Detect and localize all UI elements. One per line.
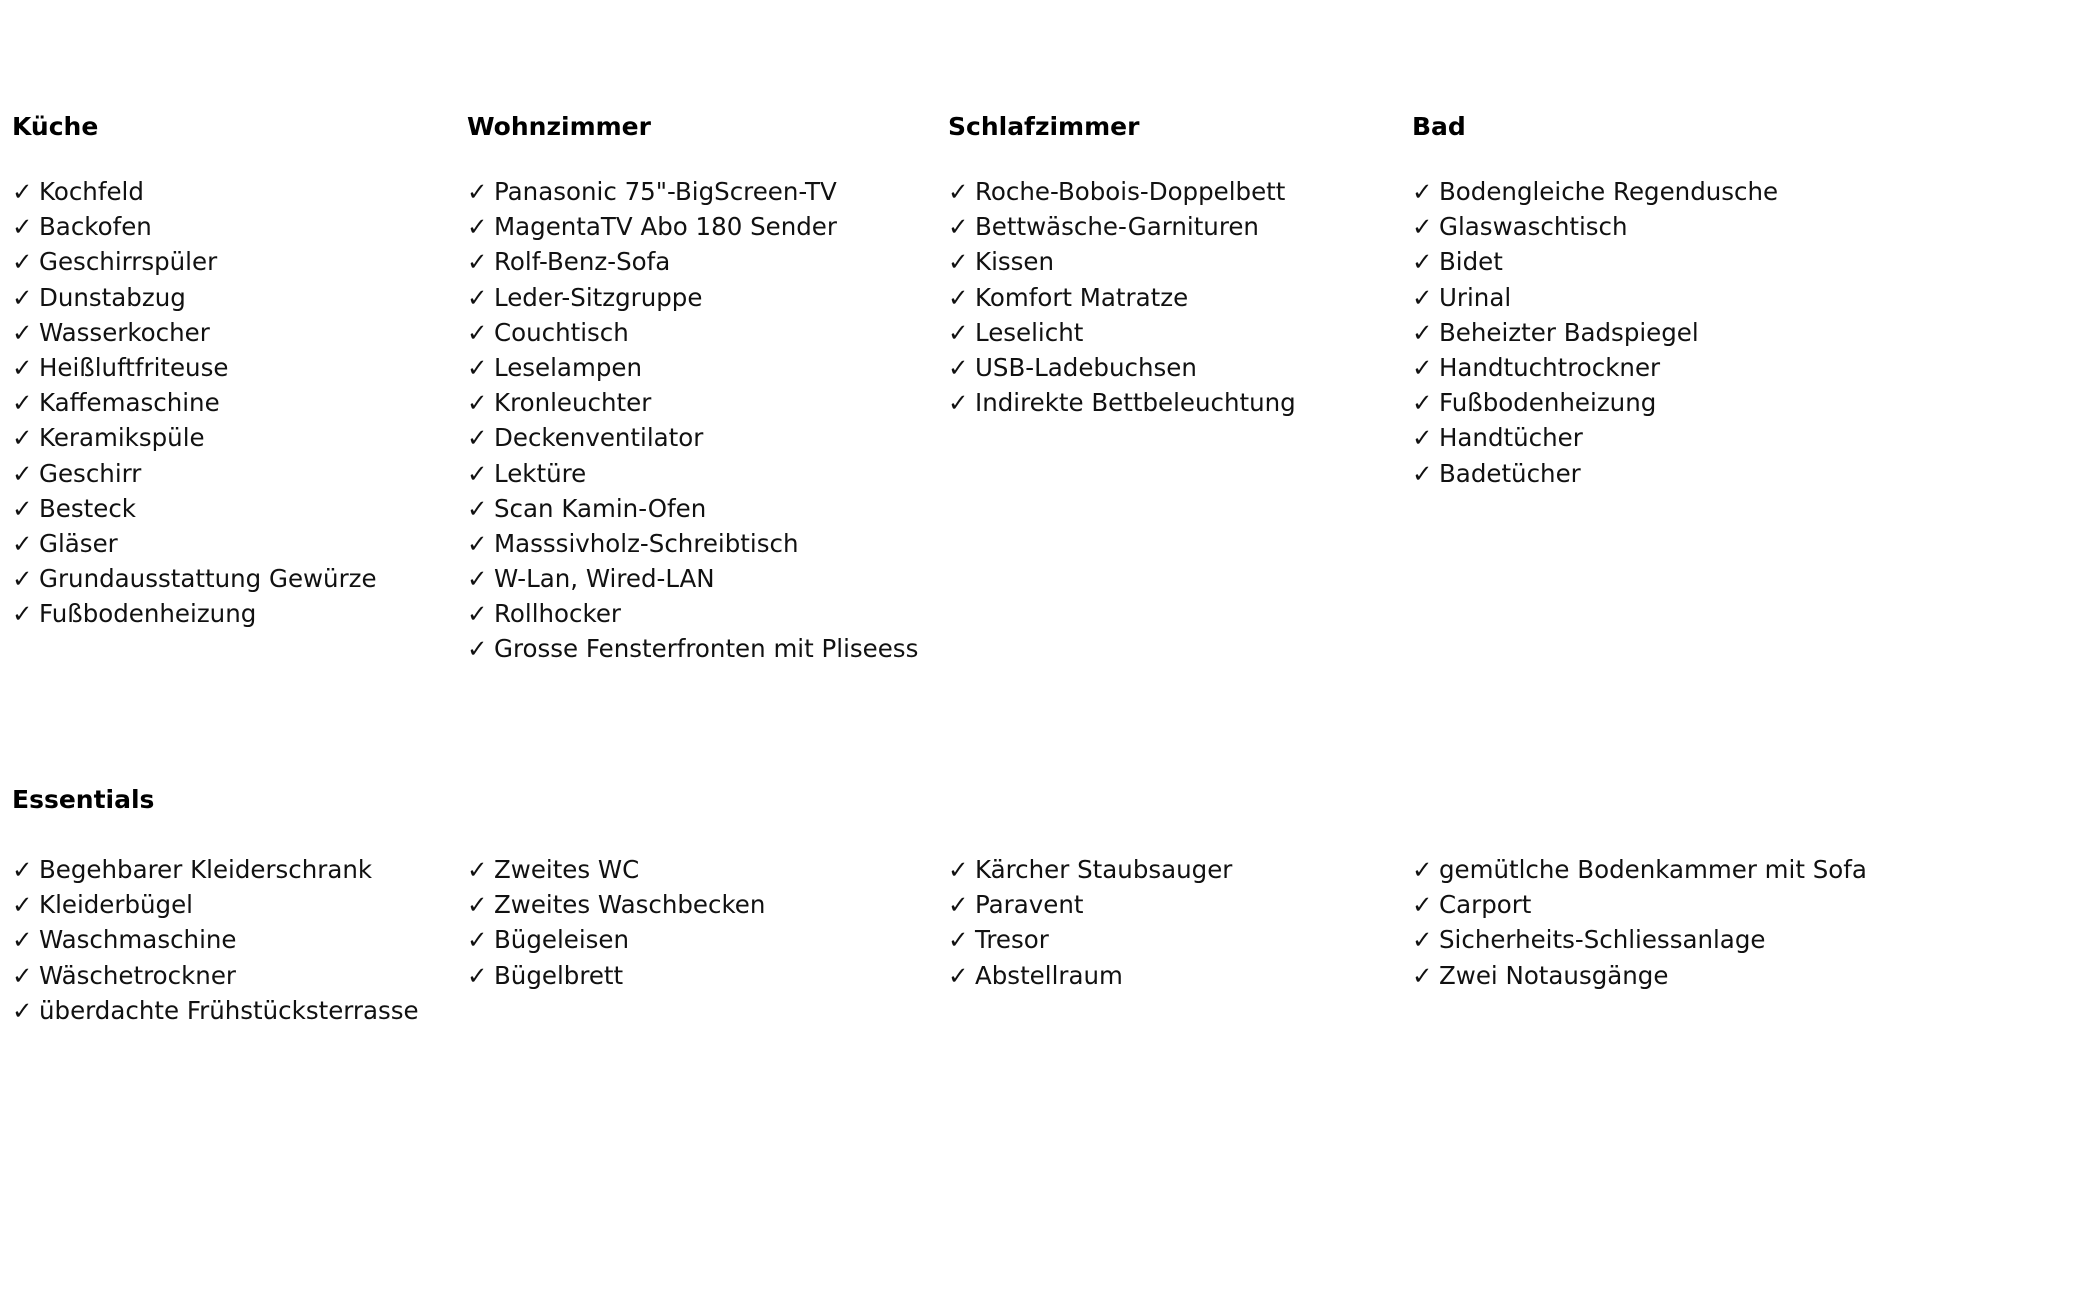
list-item: [948, 244, 1296, 279]
list-item-label: Glaswaschtisch: [1439, 212, 1628, 242]
list-item-label: Kleiderbügel: [39, 890, 193, 920]
list-item: [1412, 315, 1778, 350]
list-item: [948, 280, 1296, 315]
list-item: [467, 174, 918, 209]
list-item: [467, 526, 918, 561]
list-item: [948, 174, 1296, 209]
schlafzimmer-list: [948, 174, 1296, 420]
checkmark-icon: ✓: [12, 855, 33, 884]
checkmark-icon: ✓: [12, 458, 33, 488]
list-item: [467, 456, 918, 491]
list-item: [12, 596, 377, 631]
checkmark-icon: ✓: [12, 317, 33, 347]
checkmark-icon: ✓: [467, 317, 488, 347]
checkmark-icon: ✓: [467, 890, 488, 920]
checkmark-icon: ✓: [12, 212, 33, 242]
list-item: [948, 350, 1296, 385]
list-item: [12, 385, 377, 420]
list-item-label: Gläser: [39, 528, 118, 558]
list-item-label: Couchtisch: [494, 317, 629, 347]
list-item-label: Rollhocker: [494, 599, 621, 629]
list-item: [12, 887, 419, 922]
list-item: [12, 561, 377, 596]
list-item: [1412, 456, 1778, 491]
checkmark-icon: ✓: [467, 388, 488, 418]
list-item-label: Leselicht: [975, 317, 1084, 347]
list-item: [467, 596, 918, 631]
checkmark-icon: ✓: [12, 388, 33, 418]
list-item-label: überdachte Frühstücksterrasse: [39, 995, 419, 1025]
list-item-label: Besteck: [39, 493, 136, 523]
list-item: [467, 958, 765, 993]
list-item: [467, 315, 918, 350]
list-item-label: Bügeleisen: [494, 925, 630, 955]
list-item-label: Zwei Notausgänge: [1439, 960, 1669, 990]
list-item: [948, 209, 1296, 244]
list-item: [1412, 852, 1867, 887]
list-item: [467, 209, 918, 244]
checkmark-icon: ✓: [1412, 925, 1433, 955]
list-item-label: Urinal: [1439, 282, 1512, 312]
list-item-label: Kochfeld: [39, 177, 144, 206]
list-item: [12, 852, 419, 887]
list-item: [12, 209, 377, 244]
list-item: [948, 852, 1232, 887]
list-item-label: Rolf-Benz-Sofa: [494, 247, 671, 277]
checkmark-icon: ✓: [12, 352, 33, 382]
kueche-list: [12, 174, 377, 631]
list-item: [467, 887, 765, 922]
list-item-label: Wäschetrockner: [39, 960, 236, 990]
checkmark-icon: ✓: [12, 890, 33, 920]
list-item-label: MagentaTV Abo 180 Sender: [494, 212, 837, 242]
list-item: [12, 280, 377, 315]
list-item-label: Paravent: [975, 890, 1084, 920]
list-item: [948, 887, 1232, 922]
list-item-label: Kronleuchter: [494, 388, 652, 418]
list-item-label: Tresor: [975, 925, 1049, 955]
list-item-label: Waschmaschine: [39, 925, 237, 955]
list-item-label: Dunstabzug: [39, 282, 186, 312]
checkmark-icon: ✓: [467, 634, 488, 664]
checkmark-icon: ✓: [948, 388, 969, 418]
list-item-label: Abstellraum: [975, 960, 1123, 990]
list-item-label: Heißluftfriteuse: [39, 352, 229, 382]
list-item: [1412, 385, 1778, 420]
checkmark-icon: ✓: [467, 352, 488, 382]
checkmark-icon: ✓: [1412, 352, 1433, 382]
essentials-list-1: [12, 852, 419, 1028]
checkmark-icon: ✓: [1412, 317, 1433, 347]
checkmark-icon: ✓: [467, 855, 488, 884]
checkmark-icon: ✓: [467, 493, 488, 523]
heading-essentials: Essentials: [12, 785, 155, 814]
list-item: [12, 244, 377, 279]
list-item: [467, 561, 918, 596]
checkmark-icon: ✓: [467, 528, 488, 558]
list-item-label: Panasonic 75"-BigScreen-TV: [494, 177, 837, 206]
checkmark-icon: ✓: [948, 352, 969, 382]
checkmark-icon: ✓: [948, 890, 969, 920]
checkmark-icon: ✓: [12, 960, 33, 990]
list-item-label: Bügelbrett: [494, 960, 624, 990]
list-item-label: Kissen: [975, 247, 1055, 277]
checkmark-icon: ✓: [1412, 855, 1433, 884]
list-item: [1412, 887, 1867, 922]
list-item: [467, 244, 918, 279]
list-item-label: Bidet: [1439, 247, 1503, 277]
list-item-label: Carport: [1439, 890, 1532, 920]
heading-schlafzimmer: Schlafzimmer: [948, 112, 1140, 141]
checkmark-icon: ✓: [467, 458, 488, 488]
list-item: [467, 922, 765, 957]
list-item-label: Grosse Fensterfronten mit Pliseess: [494, 634, 919, 664]
checkmark-icon: ✓: [467, 599, 488, 629]
heading-wohnzimmer: Wohnzimmer: [467, 112, 651, 141]
checkmark-icon: ✓: [12, 282, 33, 312]
list-item-label: Fußbodenheizung: [39, 599, 257, 629]
list-item-label: Indirekte Bettbeleuchtung: [975, 388, 1296, 418]
list-item-label: Begehbarer Kleiderschrank: [39, 855, 373, 884]
list-item: [1412, 280, 1778, 315]
essentials-list-4: [1412, 852, 1867, 993]
list-item-label: Geschirrspüler: [39, 247, 218, 277]
checkmark-icon: ✓: [467, 925, 488, 955]
checkmark-icon: ✓: [948, 247, 969, 277]
heading-bad: Bad: [1412, 112, 1466, 141]
checkmark-icon: ✓: [12, 528, 33, 558]
list-item-label: gemütlche Bodenkammer mit Sofa: [1439, 855, 1867, 884]
checkmark-icon: ✓: [467, 247, 488, 277]
list-item-label: Sicherheits-Schliessanlage: [1439, 925, 1766, 955]
list-item: [948, 385, 1296, 420]
list-item-label: Keramikspüle: [39, 423, 205, 453]
list-item-label: Backofen: [39, 212, 152, 242]
checkmark-icon: ✓: [12, 423, 33, 453]
list-item: [948, 922, 1232, 957]
checkmark-icon: ✓: [467, 564, 488, 594]
checkmark-icon: ✓: [467, 282, 488, 312]
checkmark-icon: ✓: [1412, 890, 1433, 920]
checkmark-icon: ✓: [467, 212, 488, 242]
list-item-label: Zweites Waschbecken: [494, 890, 766, 920]
list-item-label: Handtuchtrockner: [1439, 352, 1661, 382]
list-item: [12, 174, 377, 209]
checkmark-icon: ✓: [12, 493, 33, 523]
list-item: [1412, 958, 1867, 993]
checkmark-icon: ✓: [467, 423, 488, 453]
list-item-label: Zweites WC: [494, 855, 640, 884]
list-item-label: Masssivholz-Schreibtisch: [494, 528, 799, 558]
list-item: [1412, 922, 1867, 957]
wohnzimmer-list: [467, 174, 918, 667]
checkmark-icon: ✓: [1412, 247, 1433, 277]
list-item-label: Bettwäsche-Garnituren: [975, 212, 1259, 242]
list-item-label: Deckenventilator: [494, 423, 704, 453]
heading-kueche: Küche: [12, 112, 99, 141]
list-item-label: Lektüre: [494, 458, 587, 488]
list-item: [12, 526, 377, 561]
list-item-label: Kaffemaschine: [39, 388, 220, 418]
checkmark-icon: ✓: [12, 925, 33, 955]
list-item: [12, 958, 419, 993]
checkmark-icon: ✓: [1412, 282, 1433, 312]
checkmark-icon: ✓: [948, 925, 969, 955]
essentials-list-2: [467, 852, 765, 993]
list-item-label: Leder-Sitzgruppe: [494, 282, 703, 312]
list-item-label: Kärcher Staubsauger: [975, 855, 1233, 884]
list-item-label: Badetücher: [1439, 458, 1581, 488]
list-item-label: Wasserkocher: [39, 317, 210, 347]
list-item-label: Roche-Bobois-Doppelbett: [975, 177, 1286, 206]
checkmark-icon: ✓: [1412, 458, 1433, 488]
checkmark-icon: ✓: [948, 212, 969, 242]
list-item-label: Leselampen: [494, 352, 642, 382]
list-item: [12, 456, 377, 491]
list-item-label: Handtücher: [1439, 423, 1583, 453]
checkmark-icon: ✓: [12, 564, 33, 594]
checkmark-icon: ✓: [1412, 212, 1433, 242]
list-item: [467, 385, 918, 420]
list-item-label: W-Lan, Wired-LAN: [494, 564, 715, 594]
list-item-label: Komfort Matratze: [975, 282, 1189, 312]
checkmark-icon: ✓: [948, 960, 969, 990]
list-item: [1412, 350, 1778, 385]
list-item: [12, 420, 377, 455]
checkmark-icon: ✓: [12, 995, 33, 1025]
essentials-list-3: [948, 852, 1232, 993]
list-item: [12, 491, 377, 526]
list-item-label: Bodengleiche Regendusche: [1439, 177, 1779, 206]
list-item: [12, 315, 377, 350]
bad-list: [1412, 174, 1778, 491]
list-item: [1412, 209, 1778, 244]
checkmark-icon: ✓: [467, 177, 488, 206]
list-item: [948, 958, 1232, 993]
list-item: [467, 280, 918, 315]
list-item: [1412, 174, 1778, 209]
list-item-label: USB-Ladebuchsen: [975, 352, 1197, 382]
list-item: [467, 491, 918, 526]
list-item-label: Grundausstattung Gewürze: [39, 564, 377, 594]
list-item-label: Scan Kamin-Ofen: [494, 493, 707, 523]
list-item: [12, 993, 419, 1028]
checkmark-icon: ✓: [948, 177, 969, 206]
list-item: [948, 315, 1296, 350]
checkmark-icon: ✓: [12, 247, 33, 277]
checkmark-icon: ✓: [1412, 960, 1433, 990]
checkmark-icon: ✓: [1412, 388, 1433, 418]
list-item: [1412, 244, 1778, 279]
checkmark-icon: ✓: [12, 177, 33, 206]
list-item-label: Fußbodenheizung: [1439, 388, 1657, 418]
checkmark-icon: ✓: [948, 317, 969, 347]
list-item: [12, 350, 377, 385]
checkmark-icon: ✓: [1412, 177, 1433, 206]
checkmark-icon: ✓: [948, 282, 969, 312]
list-item: [12, 922, 419, 957]
list-item: [467, 852, 765, 887]
list-item: [1412, 420, 1778, 455]
list-item: [467, 420, 918, 455]
checkmark-icon: ✓: [1412, 423, 1433, 453]
list-item-label: Geschirr: [39, 458, 142, 488]
checkmark-icon: ✓: [12, 599, 33, 629]
checkmark-icon: ✓: [948, 855, 969, 884]
list-item: [467, 631, 918, 666]
list-item: [467, 350, 918, 385]
list-item-label: Beheizter Badspiegel: [1439, 317, 1699, 347]
checkmark-icon: ✓: [467, 960, 488, 990]
